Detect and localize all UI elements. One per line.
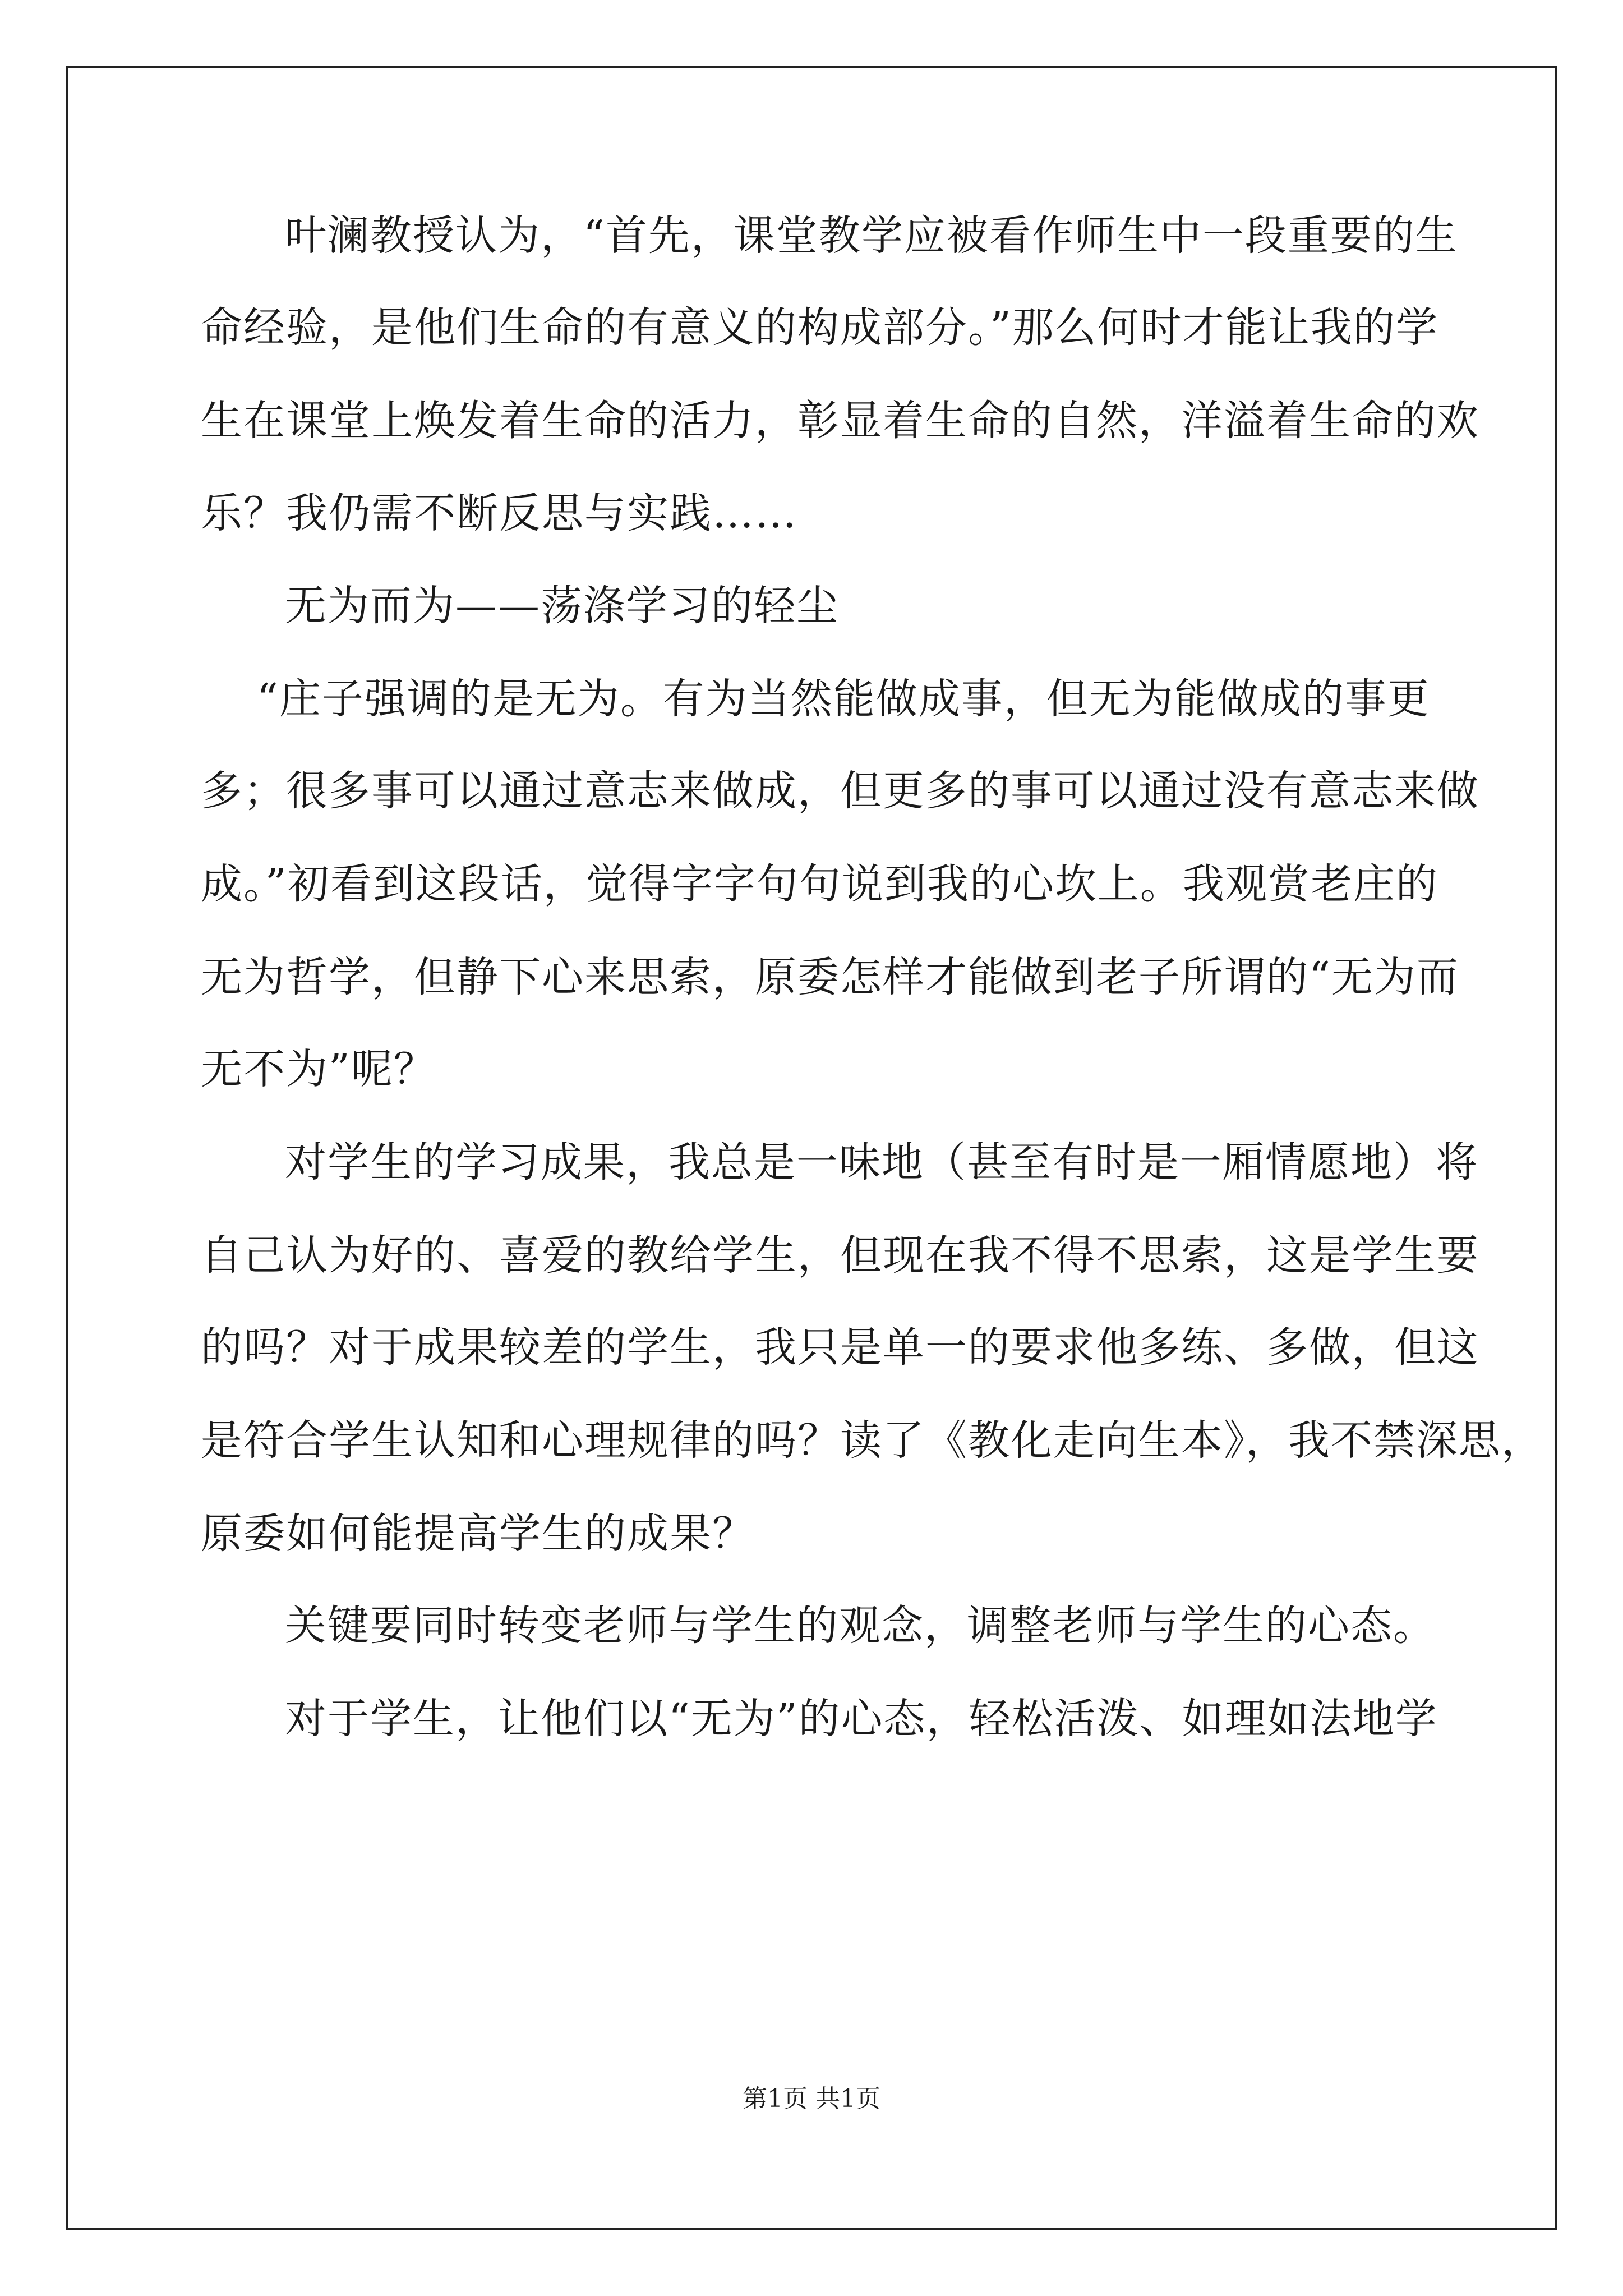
text-line: 无不为”呢？	[201, 1045, 436, 1093]
text-line: 成。”初看到这段话，觉得字字句句说到我的心坎上。我观赏老庄的	[201, 860, 1438, 908]
text-line: 自己认为好的、喜爱的教给学生，但现在我不得不思索，这是学生要	[201, 1231, 1479, 1280]
text-line: 生在课堂上焕发着生命的活力，彰显着生命的自然，洋溢着生命的欢	[201, 397, 1479, 445]
text-line: 对学生的学习成果，我总是一味地（甚至有时是一厢情愿地）将	[285, 1138, 1478, 1186]
page-number-label: 第1页 共1页	[743, 2085, 880, 2113]
text-line: 无为哲学，但静下心来思索，原委怎样才能做到老子所谓的“无为而	[201, 953, 1459, 1001]
text-line: 命经验，是他们生命的有意义的构成部分。”那么何时才能让我的学	[201, 303, 1438, 352]
text-line: 乐？我仍需不断反思与实践……	[201, 489, 797, 537]
page-footer	[0, 2082, 1623, 2116]
text-line: “庄子强调的是无为。有为当然能做成事，但无为能做成的事更	[257, 675, 1430, 723]
section-heading: 无为而为——荡涤学习的轻尘	[285, 582, 839, 630]
text-line: 叶澜教授认为，“首先，课堂教学应被看作师生中一段重要的生	[285, 211, 1458, 260]
text-line: 多；很多事可以通过意志来做成，但更多的事可以通过没有意志来做	[201, 767, 1479, 815]
text-line: 的吗？对于成果较差的学生，我只是单一的要求他多练、多做，但这	[201, 1323, 1479, 1372]
text-line: 关键要同时转变老师与学生的观念，调整老师与学生的心态。	[285, 1602, 1436, 1650]
text-line: 原委如何能提高学生的成果？	[201, 1510, 755, 1558]
text-line: 是符合学生认知和心理规律的吗？读了《教化走向生本》，我不禁深思，	[201, 1416, 1544, 1465]
text-line: 对于学生，让他们以“无为”的心态，轻松活泼、如理如法地学	[285, 1695, 1438, 1743]
